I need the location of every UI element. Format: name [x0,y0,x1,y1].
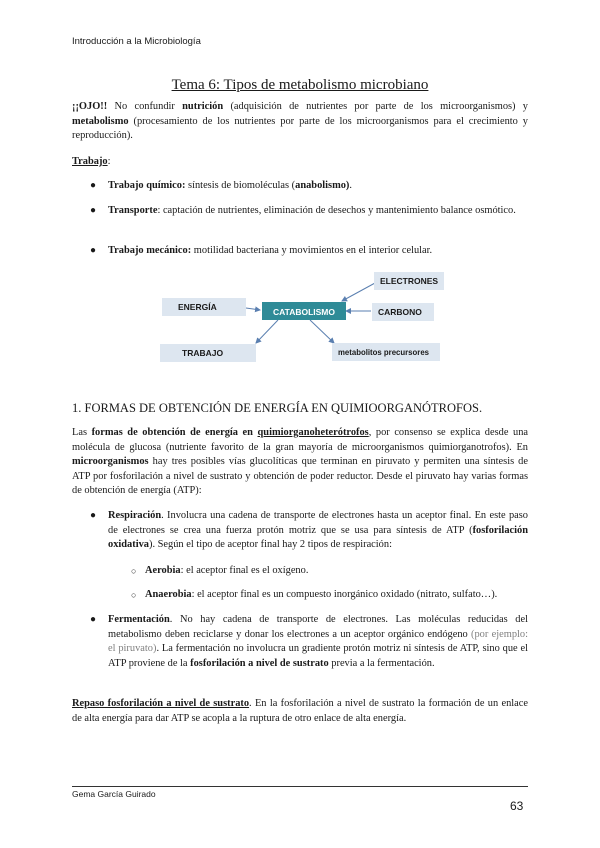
bullet-dot: ● [90,245,97,256]
warning-text: ¡¡OJO!! [72,101,108,112]
page-title: Tema 6: Tipos de metabolismo microbiano [171,77,429,93]
bullet-trabajo-mecanico: Trabajo mecánico: motilidad bacteriana y movimientos en el interior celular. [108,245,433,256]
section-intro-paragraph: Las formas de obtención de energía en quimiorganoheterótrofos, por consenso se explica desde una molécula de glucosa (nutriente favorito de la gran mayoría de microorganismos quimiorganotrofos). En microorganismos hay tres posibles vías glucolíticas que terminan en piruvato y permiten una síntesis de ATP por fosforilación a nivel de sustrato y obtención de poder reductor. Desde el piruvato hay varias formas de obtención de energía (ATP): [72,427,528,496]
trabajo-heading: Trabajo: [72,156,111,167]
repaso-paragraph: Repaso fosforilación a nivel de sustrato. En la fosforilación a nivel de sustrato la formación de un enlace de alta energía para dar ATP se acopla a la ruptura de otro enlace de alta energía. [72,698,528,724]
bullet-respiracion: Respiración. Involucra una cadena de transporte de electrones hasta un aceptor final. En este paso de electrones se crea una fuerza protón motriz que se usa para síntesis de ATP (fosforilación oxidativa). Según el tipo de aceptor final hay 2 tipos de respiración: [108,510,528,550]
page-header: Introducción a la Microbiología [72,36,201,47]
arrow-trabajo [256,320,278,343]
arrow-metabolitos [310,320,334,343]
item-anaerobia: Anaerobia: el aceptor final es un compuesto inorgánico oxidado (nitrato, sulfato…). [145,589,498,600]
footer-divider [72,786,528,787]
section-heading: 1. FORMAS DE OBTENCIÓN DE ENERGÍA EN QUIMIOORGANÓTROFOS. [72,401,483,415]
footer-author: Gema García Guirado [72,789,156,799]
node-electrones: ELECTRONES [374,272,444,290]
node-carbono: CARBONO [372,303,434,321]
item-aerobia: Aerobia: el aceptor final es el oxígeno. [145,565,309,576]
term-metabolismo: metabolismo [72,115,129,127]
circle-bullet: ○ [131,590,137,600]
bullet-trabajo-quimico: Trabajo químico: síntesis de biomoléculas (anabolismo). [108,180,353,191]
term-nutricion: nutrición [182,101,224,112]
node-energia: ENERGÍA [162,298,246,316]
arrow-electrones [342,283,375,301]
arrow-energia [246,308,260,310]
bullet-dot: ● [90,614,97,625]
bullet-dot: ● [90,510,97,521]
node-trabajo: TRABAJO [160,344,256,362]
node-catabolismo: CATABOLISMO [262,302,346,320]
intro-paragraph: ¡¡OJO!! No confundir nutrición (adquisición de nutrientes por parte de los microorganismos) y metabolismo (procesamiento de los nutrientes por parte de los microorganismos para el crecimiento y reproducción). [72,101,528,141]
catabolism-diagram [150,268,450,364]
bullet-fermentacion: Fermentación. No hay cadena de transporte de electrones. Las moléculas reducidas del metabolismo deben reciclarse y donar los electrones a un aceptor orgánico endógeno (por ejemplo: el piruvato). La fermentación no involucra un gradiente protón motriz ni síntesis de ATP, sino que el ATP proviene de la fosforilación a nivel de sustrato previa a la fermentación. [108,614,529,669]
page-number: 63 [510,799,524,813]
bullet-transporte: Transporte: captación de nutrientes, eliminación de desechos y mantenimiento balance osmótico. [108,205,516,216]
bullet-dot: ● [90,180,97,191]
circle-bullet: ○ [131,566,137,576]
node-metabolitos: metabolitos precursores [332,343,440,361]
bullet-dot: ● [90,205,97,216]
